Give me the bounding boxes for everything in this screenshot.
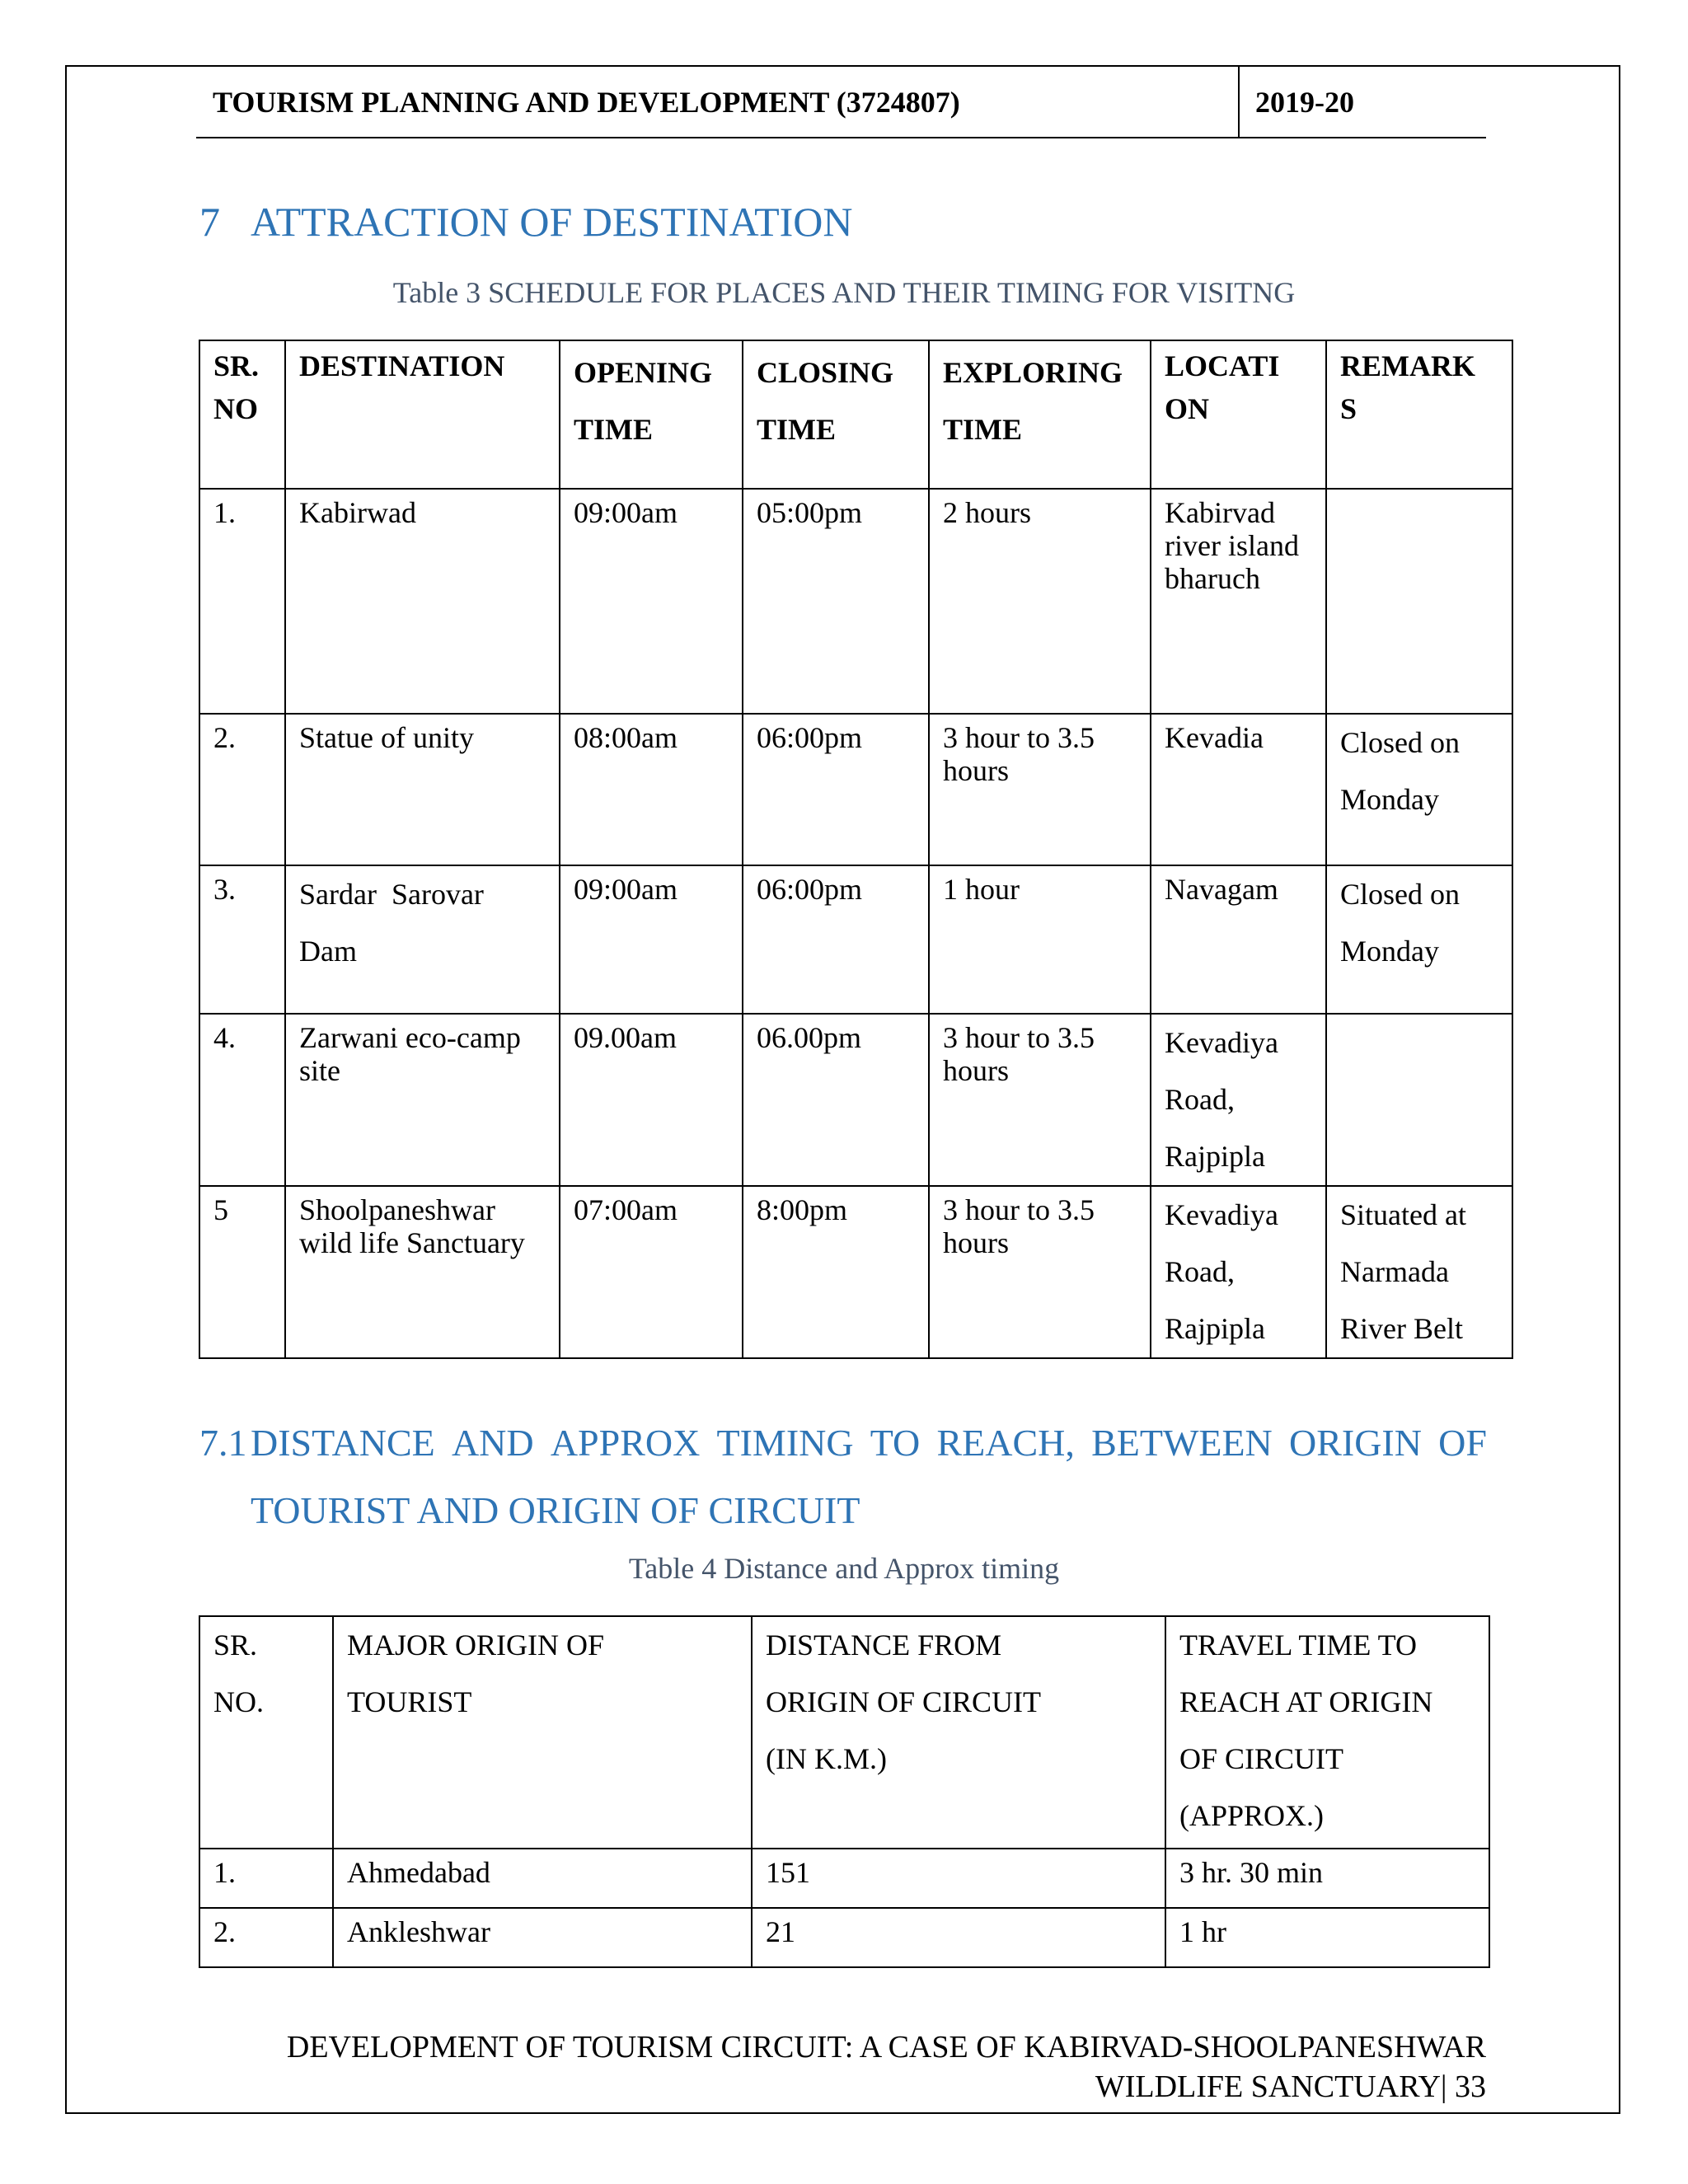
cell-remarks: Situated at Narmada River Belt bbox=[1326, 1186, 1512, 1358]
cell-closing: 06.00pm bbox=[743, 1014, 929, 1186]
cell-destination: Kabirwad bbox=[285, 489, 560, 714]
cell-opening: 09.00am bbox=[560, 1014, 743, 1186]
cell-closing: 8:00pm bbox=[743, 1186, 929, 1358]
section-7-1-heading bbox=[199, 1409, 1487, 1544]
cell-remarks bbox=[1326, 1014, 1512, 1186]
table-row bbox=[199, 1908, 1489, 1967]
footer-line-2: WILDLIFE SANCTUARY| 33 bbox=[1095, 2069, 1486, 2104]
section-7-1-title-line-1: 7.1DISTANCE AND APPROX TIMING TO REACH, BETWEEN ORIGIN OF bbox=[199, 1409, 1487, 1477]
cell-destination: Sardar Sarovar Dam bbox=[285, 865, 560, 1014]
cell-remarks: Closed on Monday bbox=[1326, 865, 1512, 1014]
header-travel-time: TRAVEL TIME TO REACH AT ORIGIN OF CIRCUIT (APPROX.) bbox=[1165, 1616, 1489, 1849]
cell-travel-time: 1 hr bbox=[1165, 1908, 1489, 1967]
cell-location: Kabirvad river island bharuch bbox=[1151, 489, 1326, 714]
cell-remarks bbox=[1326, 489, 1512, 714]
cell-exploring: 3 hour to 3.5 hours bbox=[929, 1186, 1151, 1358]
section-7-1-title-line-2: TOURIST AND ORIGIN OF CIRCUIT bbox=[251, 1489, 860, 1531]
header-distance: DISTANCE FROM ORIGIN OF CIRCUIT (IN K.M.) bbox=[752, 1616, 1165, 1849]
cell-exploring: 2 hours bbox=[929, 489, 1151, 714]
cell-destination: Zarwani eco-camp site bbox=[285, 1014, 560, 1186]
cell-location: Navagam bbox=[1151, 865, 1326, 1014]
section-number: 7.1 bbox=[199, 1422, 247, 1464]
section-title: ATTRACTION OF DESTINATION bbox=[251, 199, 853, 245]
cell-sr: 1. bbox=[199, 489, 285, 714]
table-4-caption: Table 4 Distance and Approx timing bbox=[628, 1552, 1060, 1585]
header-divider bbox=[1238, 65, 1240, 138]
cell-opening: 07:00am bbox=[560, 1186, 743, 1358]
cell-destination: Shoolpaneshwar wild life Sanctuary bbox=[285, 1186, 560, 1358]
header-sr-no: SR. NO bbox=[199, 340, 285, 489]
cell-closing: 06:00pm bbox=[743, 865, 929, 1014]
section-number: 7 bbox=[199, 199, 220, 245]
cell-exploring: 1 hour bbox=[929, 865, 1151, 1014]
cell-sr: 3. bbox=[199, 865, 285, 1014]
schedule-table bbox=[199, 340, 1513, 1359]
cell-exploring: 3 hour to 3.5 hours bbox=[929, 714, 1151, 865]
cell-travel-time: 3 hr. 30 min bbox=[1165, 1849, 1489, 1908]
header-exploring-time: EXPLORING TIME bbox=[929, 340, 1151, 489]
page-footer bbox=[196, 2027, 1486, 2107]
cell-sr: 5 bbox=[199, 1186, 285, 1358]
header-sr-no: SR. NO. bbox=[199, 1616, 333, 1849]
header-destination: DESTINATION bbox=[285, 340, 560, 489]
academic-year: 2019-20 bbox=[1255, 86, 1354, 119]
cell-sr: 2. bbox=[199, 714, 285, 865]
header-opening-time: OPENING TIME bbox=[560, 340, 743, 489]
cell-location: Kevadia bbox=[1151, 714, 1326, 865]
table-header-row bbox=[199, 1616, 1489, 1849]
cell-distance: 151 bbox=[752, 1849, 1165, 1908]
header-closing-time: CLOSING TIME bbox=[743, 340, 929, 489]
table-3-caption: Table 3 SCHEDULE FOR PLACES AND THEIR TIMING FOR VISITNG bbox=[392, 276, 1296, 309]
table-row bbox=[199, 1014, 1512, 1186]
cell-location: Kevadiya Road, Rajpipla bbox=[1151, 1014, 1326, 1186]
cell-sr: 4. bbox=[199, 1014, 285, 1186]
table-row bbox=[199, 489, 1512, 714]
cell-opening: 09:00am bbox=[560, 489, 743, 714]
cell-remarks: Closed on Monday bbox=[1326, 714, 1512, 865]
table-row bbox=[199, 714, 1512, 865]
cell-origin: Ankleshwar bbox=[333, 1908, 752, 1967]
header-remarks: REMARK S bbox=[1326, 340, 1512, 489]
cell-opening: 08:00am bbox=[560, 714, 743, 865]
section-7-heading bbox=[199, 198, 853, 246]
table-row bbox=[199, 865, 1512, 1014]
cell-location: Kevadiya Road, Rajpipla bbox=[1151, 1186, 1326, 1358]
header-location: LOCATI ON bbox=[1151, 340, 1326, 489]
cell-origin: Ahmedabad bbox=[333, 1849, 752, 1908]
cell-sr: 2. bbox=[199, 1908, 333, 1967]
course-title: TOURISM PLANNING AND DEVELOPMENT (3724807) bbox=[213, 86, 960, 119]
cell-destination: Statue of unity bbox=[285, 714, 560, 865]
table-row bbox=[199, 1849, 1489, 1908]
cell-exploring: 3 hour to 3.5 hours bbox=[929, 1014, 1151, 1186]
distance-table bbox=[199, 1615, 1490, 1968]
cell-closing: 06:00pm bbox=[743, 714, 929, 865]
table-header-row bbox=[199, 340, 1512, 489]
table-row bbox=[199, 1186, 1512, 1358]
cell-distance: 21 bbox=[752, 1908, 1165, 1967]
cell-closing: 05:00pm bbox=[743, 489, 929, 714]
footer-line-1: DEVELOPMENT OF TOURISM CIRCUIT: A CASE OF KABIRVAD-SHOOLPANESHWAR bbox=[286, 2030, 1486, 2064]
page-header bbox=[196, 65, 1486, 138]
cell-opening: 09:00am bbox=[560, 865, 743, 1014]
header-major-origin: MAJOR ORIGIN OF TOURIST bbox=[333, 1616, 752, 1849]
cell-sr: 1. bbox=[199, 1849, 333, 1908]
